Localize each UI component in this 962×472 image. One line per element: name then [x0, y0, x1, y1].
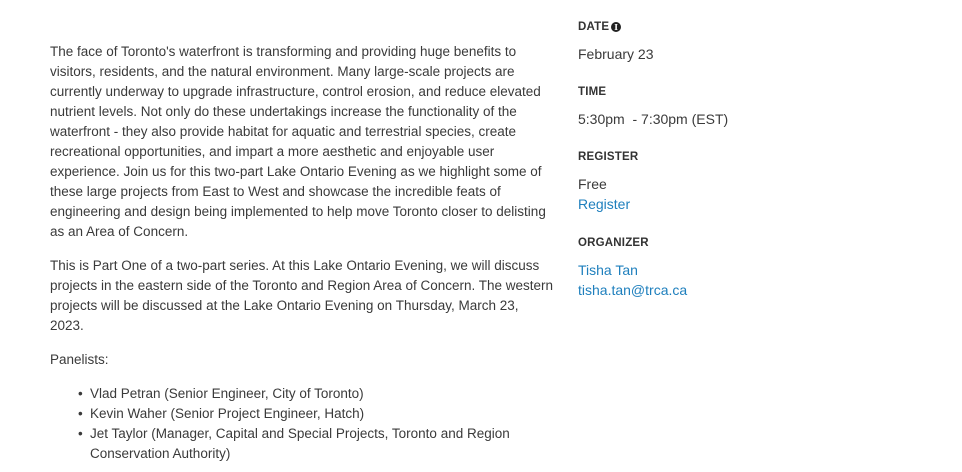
organizer-label: ORGANIZER: [578, 237, 649, 249]
panelist-text: Vlad Petran (Senior Engineer, City of Toronto): [90, 386, 364, 401]
time-section: [578, 82, 918, 147]
info-icon[interactable]: I: [611, 22, 621, 32]
description-paragraph-1: The face of Toronto's waterfront is transforming and providing huge benefits to visitors, residents, and the natural environment. Many large-scale projects are currently underway to upgrade infrastructure, control erosion, and reduce elevated nutrient levels. Not only do these undertakings increase the functionality of the waterfront - they also provide habitat for aquatic and terrestrial species, create recreational opportunities, and impart a more aesthetic and enjoyable user experience. Join us for this two-part Lake Ontario Evening as we highlight some of these large projects from East to West and showcase the incredible feats of engineering and design being implemented to help move Toronto closer to delisting as an Area of Concern.: [50, 44, 546, 239]
register-section: [578, 147, 918, 233]
organizer-email-link[interactable]: tisha.tan@trca.ca: [578, 282, 688, 298]
date-heading: [578, 17, 918, 37]
panelist-text: Jet Taylor (Manager, Capital and Special Projects, Toronto and Region Conservation Authority): [90, 426, 510, 461]
date-value: February 23: [578, 46, 654, 62]
date-section: [578, 17, 918, 82]
date-label: DATE: [578, 21, 610, 33]
bullet-icon: •: [78, 406, 83, 421]
organizer-section: [578, 233, 918, 300]
list-item: [78, 404, 555, 424]
register-label: REGISTER: [578, 151, 639, 163]
panelists-label: Panelists:: [50, 352, 109, 367]
event-description: [50, 42, 555, 464]
organizer-name-link[interactable]: Tisha Tan: [578, 262, 638, 278]
bullet-icon: •: [78, 426, 83, 441]
panelist-text: Kevin Waher (Senior Project Engineer, Hatch): [90, 406, 365, 421]
description-paragraph-2: This is Part One of a two-part series. At this Lake Ontario Evening, we will discuss projects in the eastern side of the Toronto and Region Area of Concern. The western projects will be discussed at the Lake Ontario Evening on Thursday, March 23, 2023.: [50, 258, 554, 333]
bullet-icon: •: [78, 386, 83, 401]
list-item: [78, 424, 555, 464]
list-item: [78, 384, 555, 404]
panelists-list: [50, 384, 555, 464]
time-value: 5:30pm - 7:30pm (EST): [578, 111, 729, 127]
register-price: Free: [578, 176, 607, 192]
event-details-sidebar: [578, 17, 918, 300]
time-label: TIME: [578, 86, 607, 98]
register-link[interactable]: Register: [578, 196, 631, 212]
